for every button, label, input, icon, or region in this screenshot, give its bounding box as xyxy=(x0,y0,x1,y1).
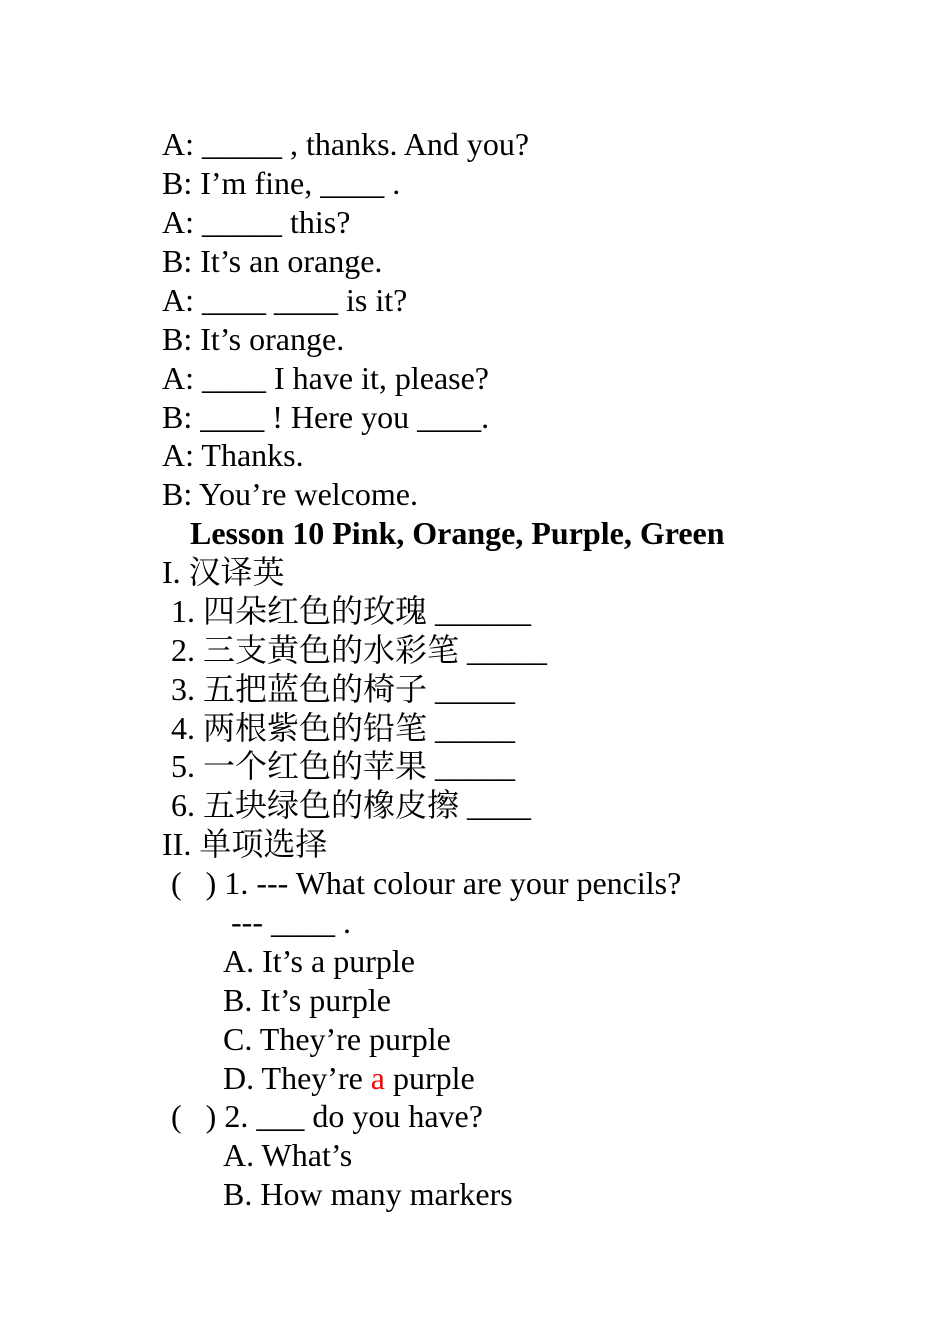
dialogue-line: A: Thanks. xyxy=(162,437,304,473)
lesson-title: Lesson 10 Pink, Orange, Purple, Green xyxy=(190,515,725,551)
section-heading: I. 汉译英 xyxy=(162,554,285,590)
dialogue-line: A: _____ , thanks. And you? xyxy=(162,126,530,162)
translation-item: 1. 四朵红色的玫瑰 ______ xyxy=(171,593,532,629)
dialogue-line: A: ____ I have it, please? xyxy=(162,360,489,396)
option-d-suffix: purple xyxy=(385,1060,475,1096)
option-d xyxy=(223,1059,475,1098)
translation-item: 5. 一个红色的苹果 _____ xyxy=(171,748,516,784)
section-heading: II. 单项选择 xyxy=(162,826,328,862)
option-d-prefix: D. They’re xyxy=(223,1060,371,1096)
question-stem: ( ) 1. --- What colour are your pencils? xyxy=(171,865,682,901)
dialogue-line: B: You’re welcome. xyxy=(162,476,418,512)
option-d-highlight: a xyxy=(370,1060,385,1096)
dialogue-line: B: I’m fine, ____ . xyxy=(162,165,401,201)
dialogue-line: B: ____ ! Here you ____. xyxy=(162,399,490,435)
dialogue-line: A: _____ this? xyxy=(162,204,351,240)
dialogue-line: B: It’s orange. xyxy=(162,321,345,357)
answer-line: --- ____ . xyxy=(231,904,351,940)
dialogue-line: B: It’s an orange. xyxy=(162,243,383,279)
option-b: B. How many markers xyxy=(223,1176,513,1212)
question-stem: ( ) 2. ___ do you have? xyxy=(171,1098,483,1134)
option-b: B. It’s purple xyxy=(223,982,391,1018)
dialogue-line: A: ____ ____ is it? xyxy=(162,282,408,318)
translation-item: 2. 三支黄色的水彩笔 _____ xyxy=(171,632,548,668)
translation-item: 3. 五把蓝色的椅子 _____ xyxy=(171,671,516,707)
option-c: C. They’re purple xyxy=(223,1021,451,1057)
translation-item: 4. 两根紫色的铅笔 _____ xyxy=(171,710,516,746)
option-a: A. What’s xyxy=(223,1137,353,1173)
option-a: A. It’s a purple xyxy=(223,943,415,979)
translation-item: 6. 五块绿色的橡皮擦 ____ xyxy=(171,787,532,823)
